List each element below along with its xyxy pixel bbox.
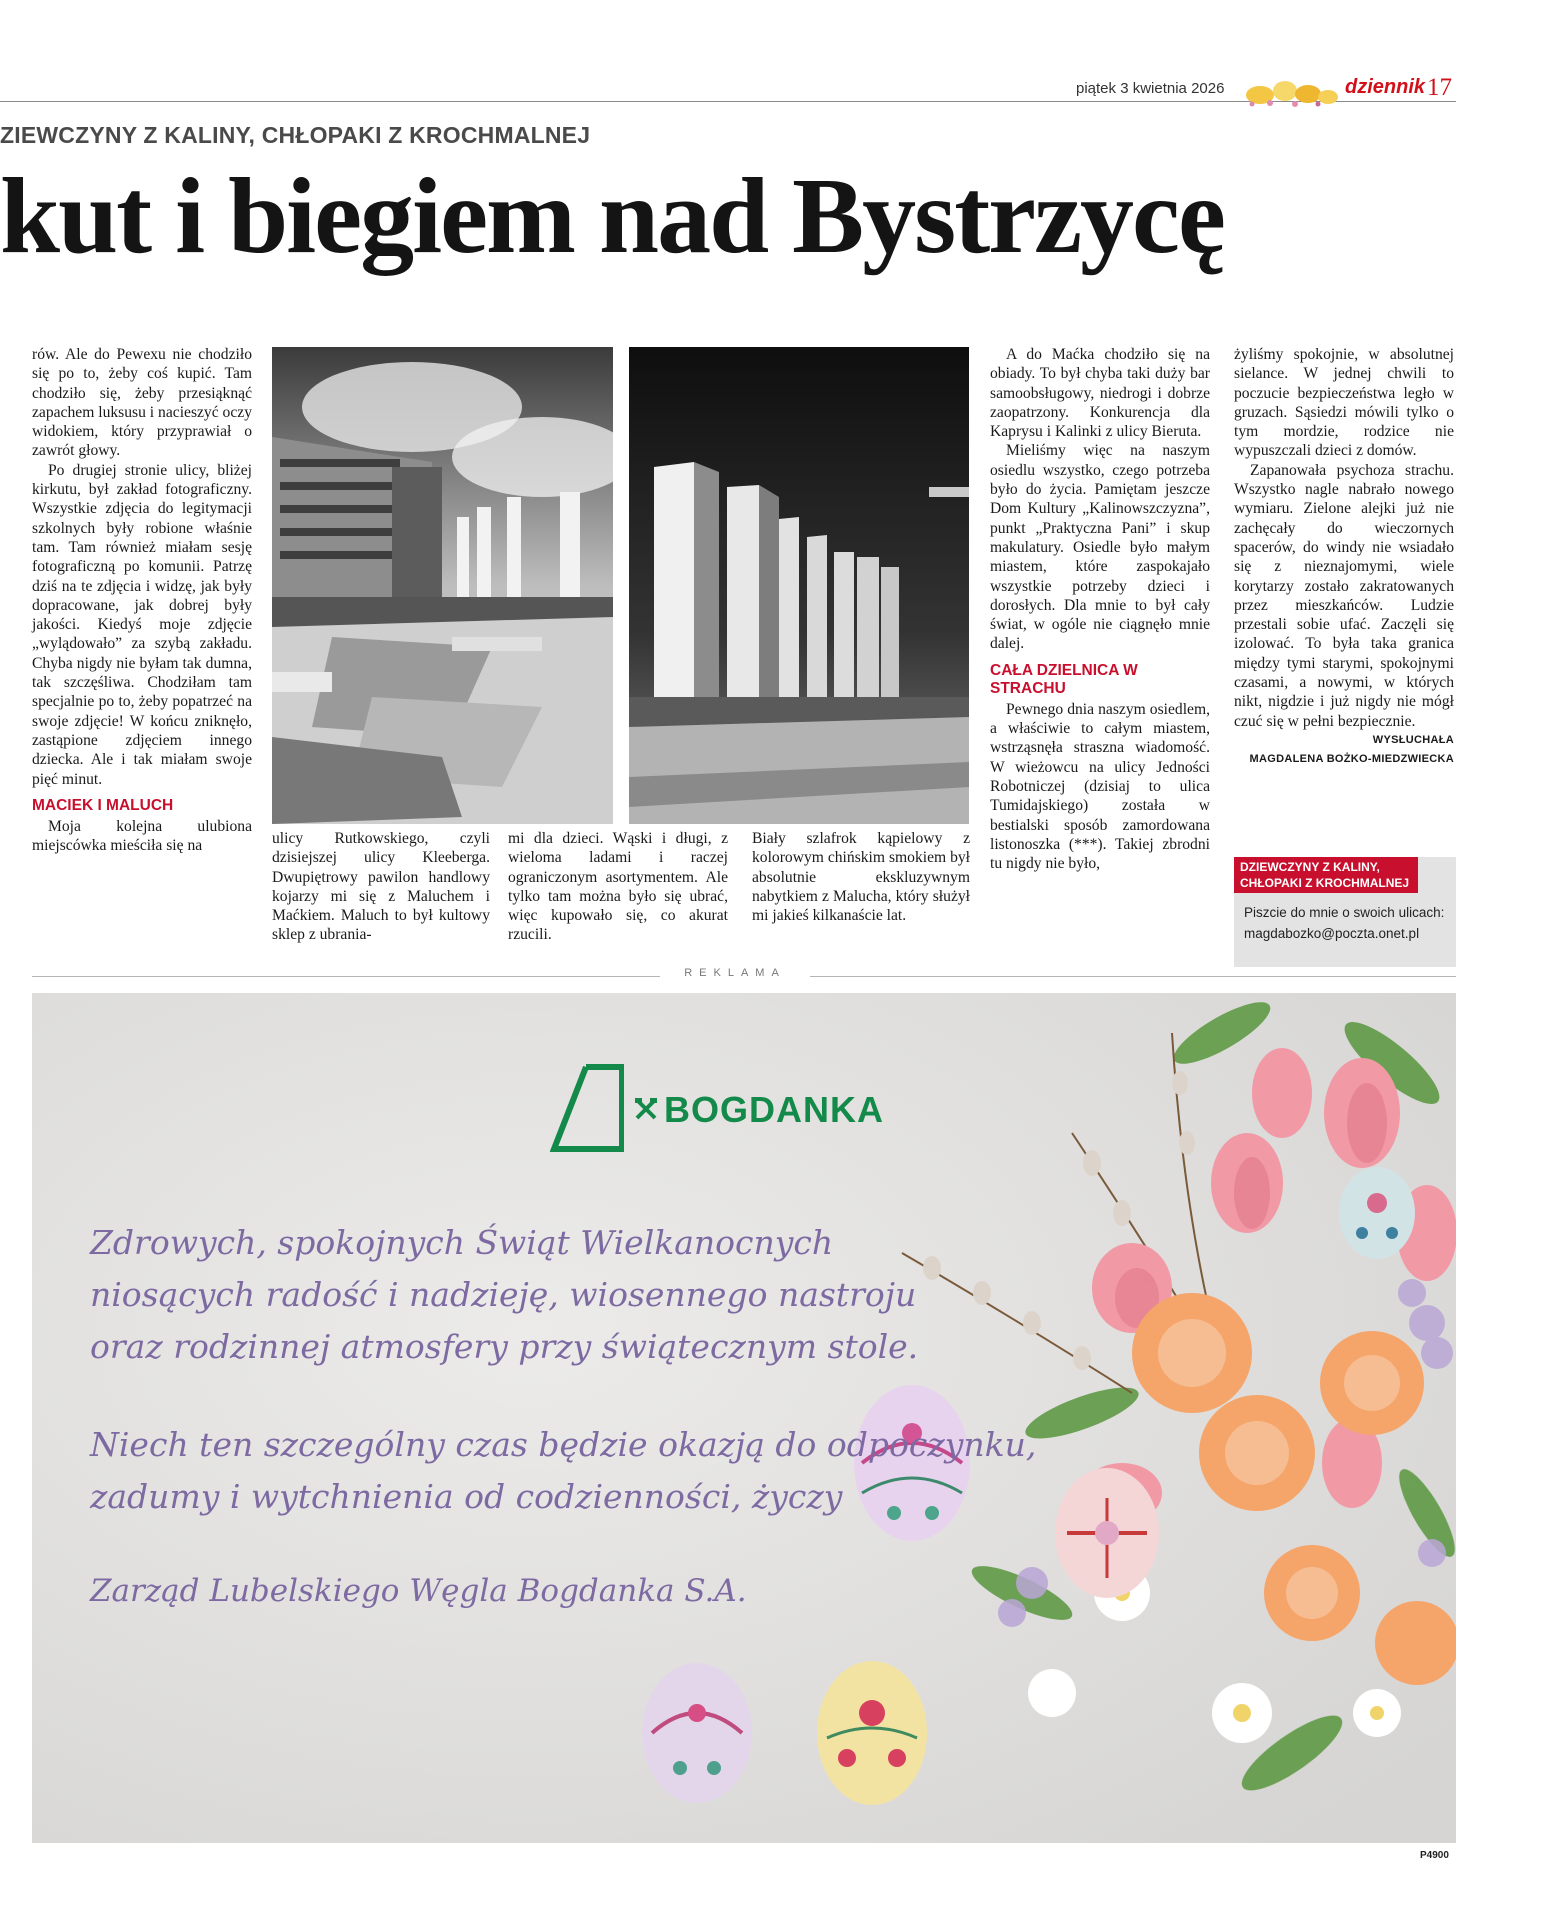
article-column-6 bbox=[1234, 345, 1454, 769]
greeting-signature: Zarząd Lubelskiego Węgla Bogdanka S.A. bbox=[90, 1573, 747, 1609]
paragraph: Biały szlafrok kąpielowy z kolorowym chińskim smokiem był absolutnie ekskluzywnym nabytkiem z Malucha, który służył mi jakieś kilkanaście lat. bbox=[752, 830, 970, 925]
subheading: CAŁA DZIELNICA W STRACHU bbox=[990, 661, 1138, 697]
greeting-line-5: zadumy i wytchnienia od codzienności, życzy bbox=[90, 1477, 843, 1516]
contact-box-tag: DZIEWCZYNY Z KALINY, CHŁOPAKI Z KROCHMALNEJ bbox=[1234, 857, 1418, 893]
archive-photo-towers bbox=[629, 347, 969, 824]
bogdanka-wordmark: BOGDANKA bbox=[664, 1089, 884, 1130]
article-headline: kut i biegiem nad Bystrzycę bbox=[0, 157, 1224, 276]
bogdanka-easter-ad bbox=[32, 993, 1456, 1843]
article-column-5 bbox=[990, 345, 1210, 873]
paragraph: Moja kolejna ulubiona miejscówka mieściła się na bbox=[32, 817, 252, 855]
archive-photo-pavilion bbox=[272, 347, 613, 824]
byline-label: WYSŁUCHAŁA bbox=[1372, 733, 1454, 746]
article-column-3 bbox=[508, 829, 728, 945]
contact-email[interactable]: magdabozko@poczta.onet.pl bbox=[1244, 926, 1420, 941]
paragraph: Pewnego dnia naszym osiedlem, a właściwie to całym miastem, wstrząsnęła straszna wiadomość. W wieżowcu na ulicy Jedności Robotniczej (dzisiaj to ulica Tumidajskiego) została w bestialski sposób zamordowana listonoszka (***). Takiej zbrodni tu nigdy nie było, bbox=[990, 700, 1210, 873]
ad-code: P4900 bbox=[1420, 1850, 1449, 1861]
contact-box-text bbox=[1244, 902, 1454, 944]
article-column-2 bbox=[272, 829, 490, 945]
greeting-line-4: Niech ten szczególny czas będzie okazją do odpoczynku, bbox=[90, 1425, 1037, 1464]
paragraph: żyliśmy spokojnie, w absolutnej sielance. W jednej chwili to poczucie bezpieczeństwa legło w gruzach. Sąsiedzi mówili tylko o tym mordzie, rodzice nie wypuszczali dzieci z domów. bbox=[1234, 346, 1454, 460]
paragraph: rów. Ale do Pewexu nie chodziło się po to, żeby coś kupić. Tam chodziło się, żeby przesiąknąć zapachem luksusu i nacieszyć oczy widokiem, który przyprawiał o zawrót głowy. bbox=[32, 346, 252, 460]
series-kicker: ZIEWCZYNY Z KALINY, CHŁOPAKI Z KROCHMALNEJ bbox=[0, 122, 591, 148]
issue-date: piątek 3 kwietnia 2026 bbox=[1076, 80, 1225, 97]
page-number: 17 bbox=[1427, 74, 1452, 101]
header-rule bbox=[0, 101, 1456, 102]
greeting-line-1: Zdrowych, spokojnych Świąt Wielkanocnych bbox=[90, 1223, 834, 1262]
greeting-line-3: oraz rodzinnej atmosfery przy świątecznym stole. bbox=[90, 1327, 919, 1366]
greeting-line-2: niosących radość i nadzieję, wiosennego nastroju bbox=[90, 1275, 917, 1314]
subheading: MACIEK I MALUCH bbox=[32, 796, 174, 814]
paragraph: Po drugiej stronie ulicy, bliżej kirkutu, był zakład fotograficzny. Wszystkie zdjęcia do legitymacji szkolnych były robione właśnie tam. Tam również miałam sesję fotograficzną po komunii. Patrzę dziś na te zdjęcia i widzę, jak były dopracowane, jak dobrej były jakości. Kiedyś moje zdjęcie „wylądowało” za szybą zakładu. Chyba nigdy nie byłam tak dumna, tak szczęśliwa. Chodziłam tam specjalnie po to, żeby popatrzeć na swoje zdjęcie! W końcu zniknęło, zastąpione zdjęciem innego dziecka. Ale i tak miałam swoje pięć minut. bbox=[32, 461, 252, 788]
paragraph: mi dla dzieci. Wąski i długi, z wieloma ladami i raczej ograniczonym asortymentem. Ale tylko tam można było się ubrać, więc kupowało się, co akurat rzucili. bbox=[508, 830, 728, 944]
article-column-4 bbox=[752, 829, 970, 925]
easter-eggs-icon bbox=[1240, 75, 1350, 109]
contact-prompt: Piszcie do mnie o swoich ulicach: bbox=[1244, 905, 1445, 920]
bogdanka-logo-mark-icon bbox=[550, 1063, 624, 1153]
paragraph: A do Maćka chodziło się na obiady. To był chyba taki duży bar samoobsługowy, niedrogi i dobrze zaopatrzony. Konkurencja dla Kaprysu i Kalinki z ulicy Bieruta. bbox=[990, 346, 1210, 441]
paragraph: Zapanowała psychoza strachu. Wszystko nagle nabrało nowego wymiaru. Zielone alejki już nie zachęcały do wieczornych spacerów, do windy nie wsiadało się z nieznajomymi, wiele korytarzy zostało zakratowanych przez mieszkańców. Ludzie przestali sobie ufać. Zaczęli się izolować. To była taka granica między tymi starymi, spokojnymi czasami, a nowymi, w których nikt, nigdzie i już nigdy nie mógł czuć się w pełni bezpiecznie. bbox=[1234, 461, 1454, 730]
masthead-logo: dziennik bbox=[1345, 76, 1426, 98]
hammer-pick-icon bbox=[634, 1097, 658, 1121]
ad-label: REKLAMA bbox=[660, 967, 810, 979]
byline-author: MAGDALENA BOŻKO-MIEDZWIECKA bbox=[1249, 752, 1454, 765]
article-column-1 bbox=[32, 345, 252, 855]
paragraph: Mieliśmy więc na naszym osiedlu wszystko, czego potrzeba było do życia. Pamiętam jeszcze Dom Kultury „Kalinowszczyzna”, punkt „Praktyczna Pani” i skup makulatury. Osiedle było małym miastem, które zaspokajało wszystkie potrzeby dzieci i dorosłych. Dla mnie to był cały świat, w ogóle nie ciągnęło mnie dalej. bbox=[990, 442, 1210, 653]
paragraph: ulicy Rutkowskiego, czyli dzisiejszej ulicy Kleeberga. Dwupiętrowy pawilon handlowy kojarzy mi się z Maluchem i Maćkiem. Maluch to był kultowy sklep z ubrania- bbox=[272, 830, 490, 944]
